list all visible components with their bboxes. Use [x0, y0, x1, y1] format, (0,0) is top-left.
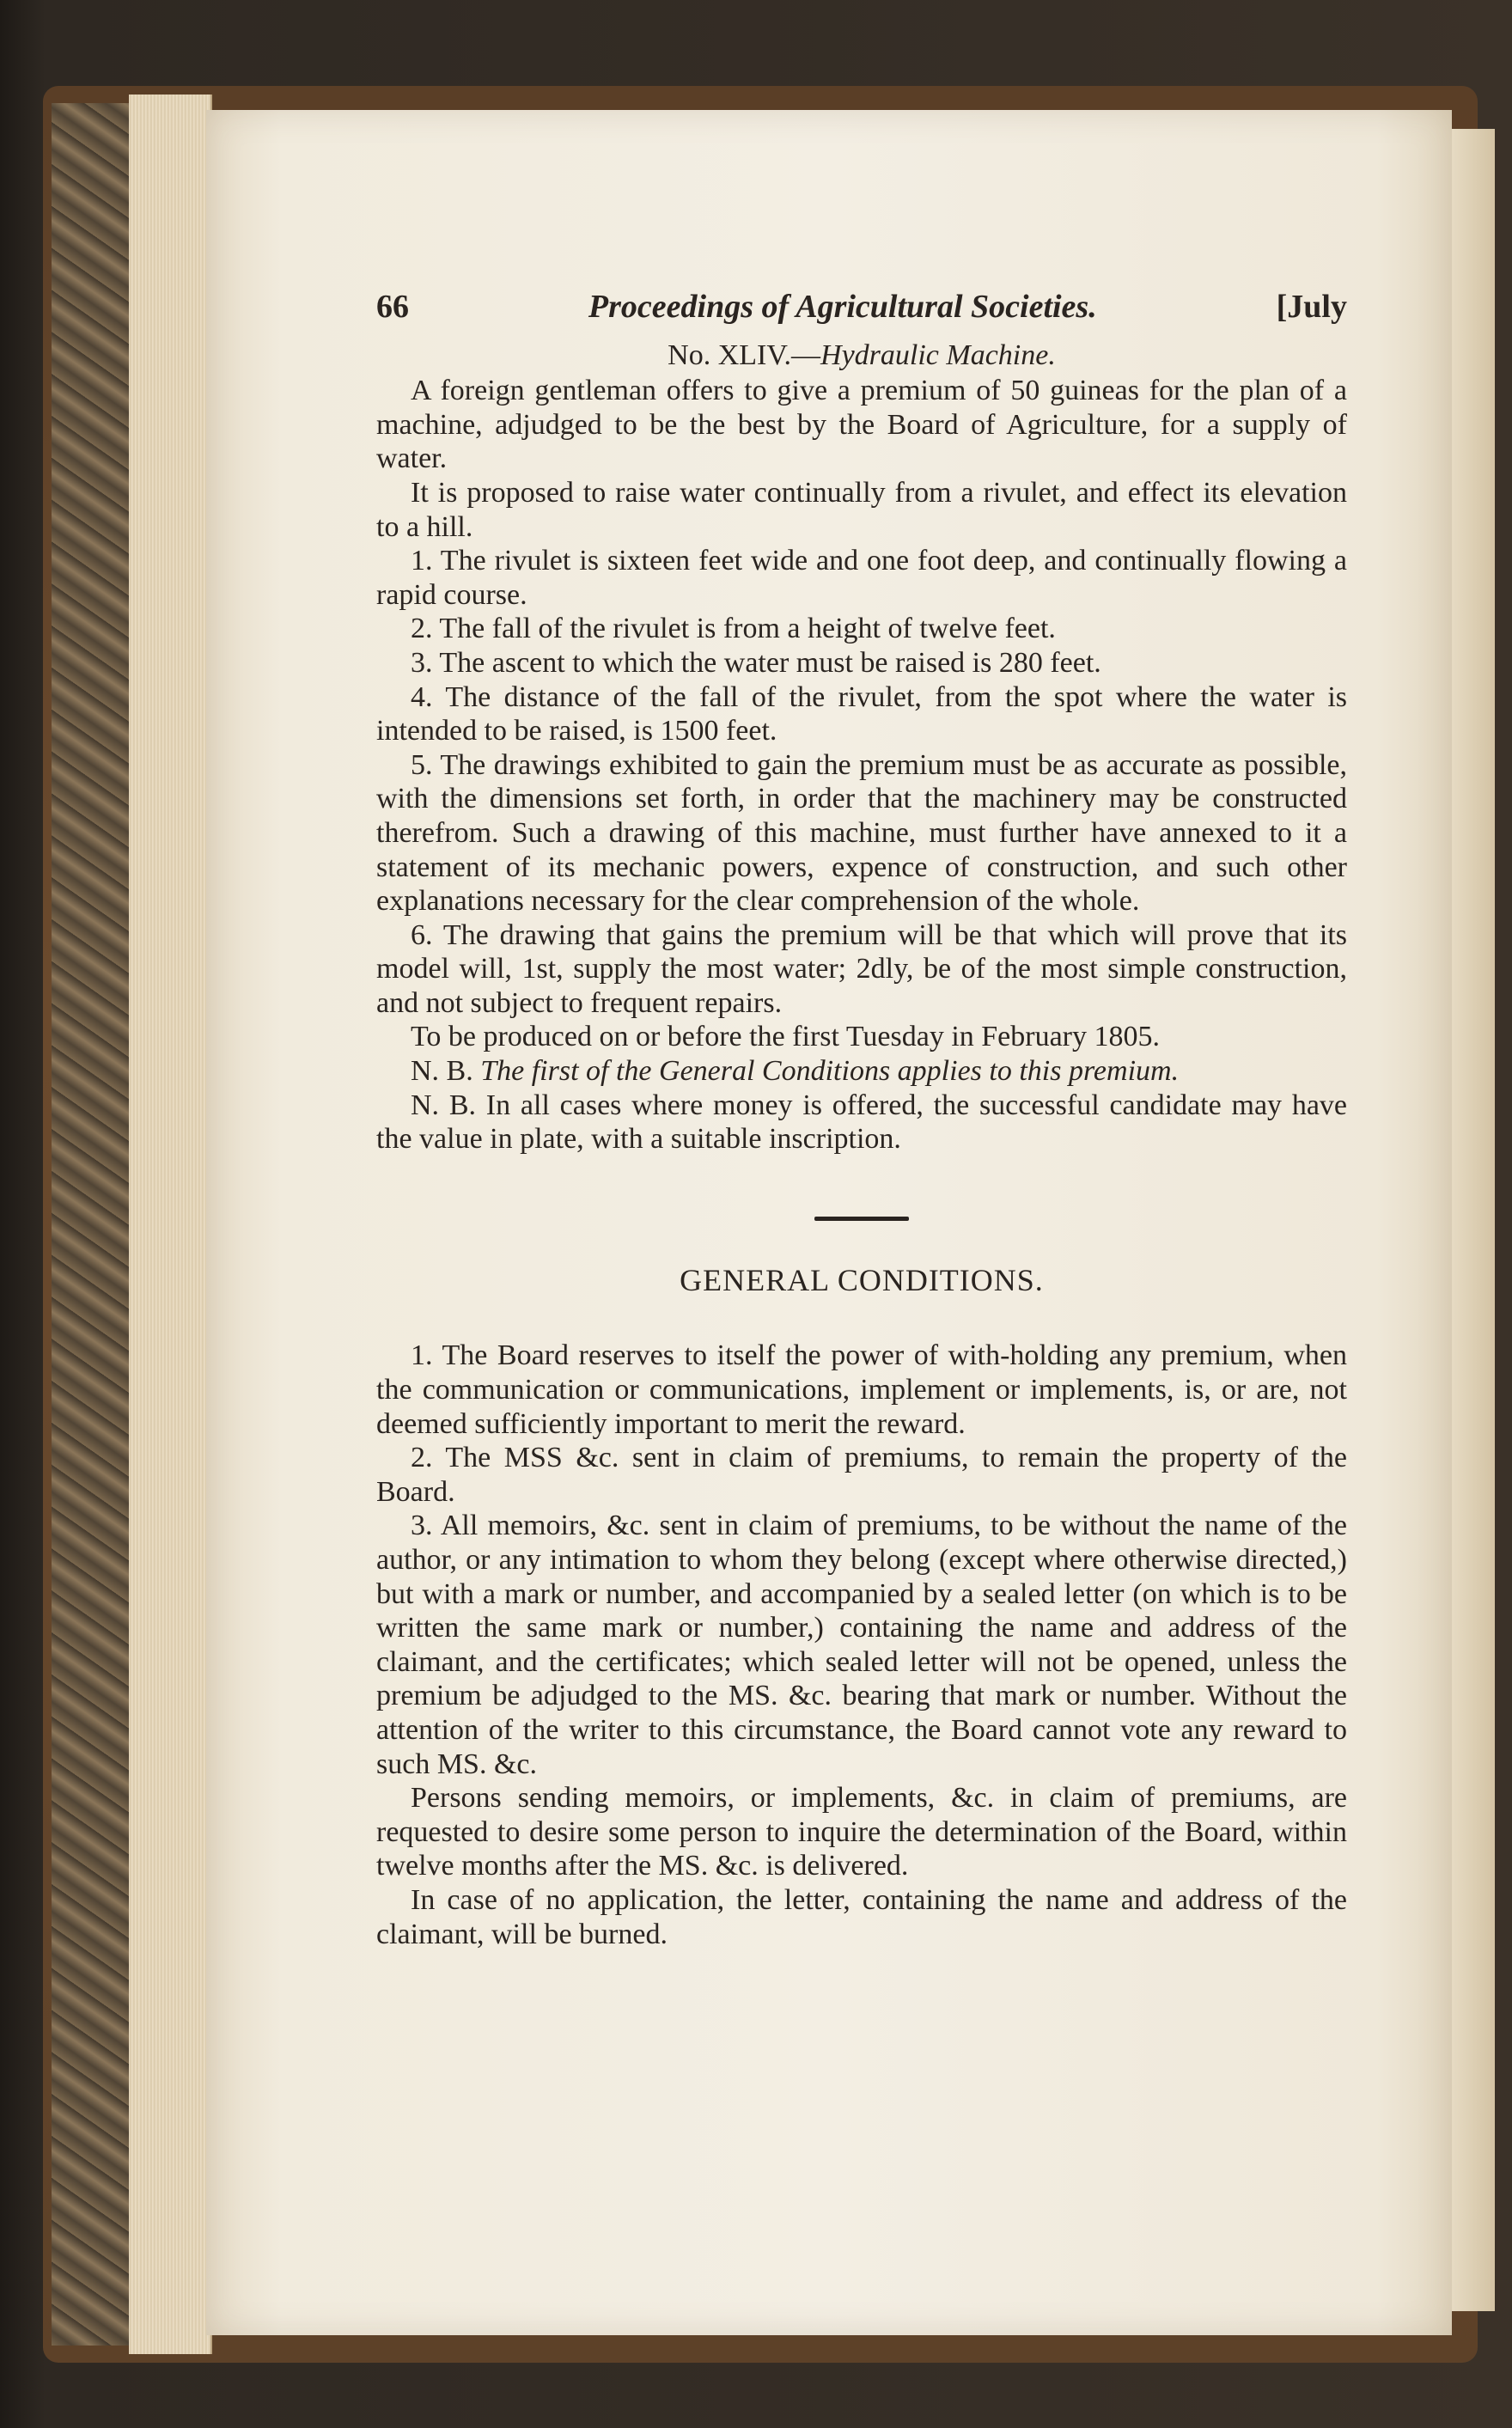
note-text: The first of the General Conditions applies to this premium. [480, 1055, 1180, 1088]
running-head: Proceedings of Agricultural Societies. [588, 289, 1097, 325]
article-paragraph: 5. The drawings exhibited to gain the premium must be as accurate as possible, with the dimensions set forth, in order that the machinery may be constructed therefrom. Such a drawing of this machine, must further have annexed to it a statement of its mechanic powers, expence of construction, and such other explanations necessary for the clear comprehension of the whole. [376, 748, 1347, 918]
article-paragraph: 3. The ascent to which the water must be raised is 280 feet. [411, 646, 1101, 679]
article-paragraph: It is proposed to raise water continually from a rivulet, and effect its elevation to a hill. [376, 476, 1347, 543]
page-edges [129, 95, 212, 2354]
section-divider [814, 1217, 909, 1221]
page-text [376, 290, 1347, 1951]
note-first-condition [376, 1054, 1347, 1089]
article-heading [376, 339, 1347, 373]
header-month: [July [1276, 289, 1347, 325]
article-paragraph: 4. The distance of the fall of the rivulet, from the spot where the water is intended to be raised, is 1500 feet. [376, 680, 1347, 747]
article-number: No. XLIV.— [668, 339, 821, 371]
article-paragraph: 2. The fall of the rivulet is from a height of twelve feet. [411, 613, 1056, 645]
article-paragraph: To be produced on or before the first Tuesday in February 1805. [411, 1021, 1160, 1053]
page-number: 66 [376, 289, 409, 325]
article-title: Hydraulic Machine. [820, 339, 1056, 371]
article-paragraph: 1. The rivulet is sixteen feet wide and one foot deep, and continually flowing a rapid course. [376, 545, 1347, 611]
condition-paragraph: Persons sending memoirs, or implements, &c. in claim of premiums, are requested to desire some person to inquire the determination of the Board, within twelve months after the MS. &c. is delivered. [376, 1782, 1347, 1882]
marbled-board [52, 103, 129, 2346]
note-plate: N. B. In all cases where money is offered, the successful candidate may have the value in plate, with a suitable inscription. [376, 1089, 1347, 1156]
condition-paragraph: 3. All memoirs, &c. sent in claim of premiums, to be without the name of the author, or any intimation to whom they belong (except where otherwise directed,) but with a mark or number, and accompanied by a sealed letter (on which is to be written the same mark or number,) containing the name and address of the claimant, and the certificates; which sealed letter will not be opened, unless the premium be adjudged to the MS. &c. bearing that mark or number. Without the attention of the writer to this circumstance, the Board cannot vote any reward to such MS. &c. [376, 1510, 1347, 1780]
section-title: GENERAL CONDITIONS. [680, 1262, 1044, 1297]
condition-paragraph: 1. The Board reserves to itself the power of with-holding any premium, when the communication or communications, implement or implements, is, or are, not deemed sufficiently important to merit the reward. [376, 1339, 1347, 1440]
note-prefix: N. B. [411, 1055, 473, 1088]
condition-paragraph: In case of no application, the letter, containing the name and address of the claimant, will be burned. [376, 1883, 1347, 1950]
article-paragraph: 6. The drawing that gains the premium will be that which will prove that its model will, 1st, supply the most water; 2dly, be of the most simple construction, and not subject to frequent repairs. [376, 918, 1347, 1019]
condition-paragraph: 2. The MSS &c. sent in claim of premiums, to remain the property of the Board. [376, 1442, 1347, 1508]
facing-page-edge [1448, 129, 1495, 2311]
article-paragraph: A foreign gentleman offers to give a premium of 50 guineas for the plan of a machine, adjudged to be the best by the Board of Agriculture, for a supply of water. [376, 375, 1347, 475]
running-header [376, 290, 1347, 325]
